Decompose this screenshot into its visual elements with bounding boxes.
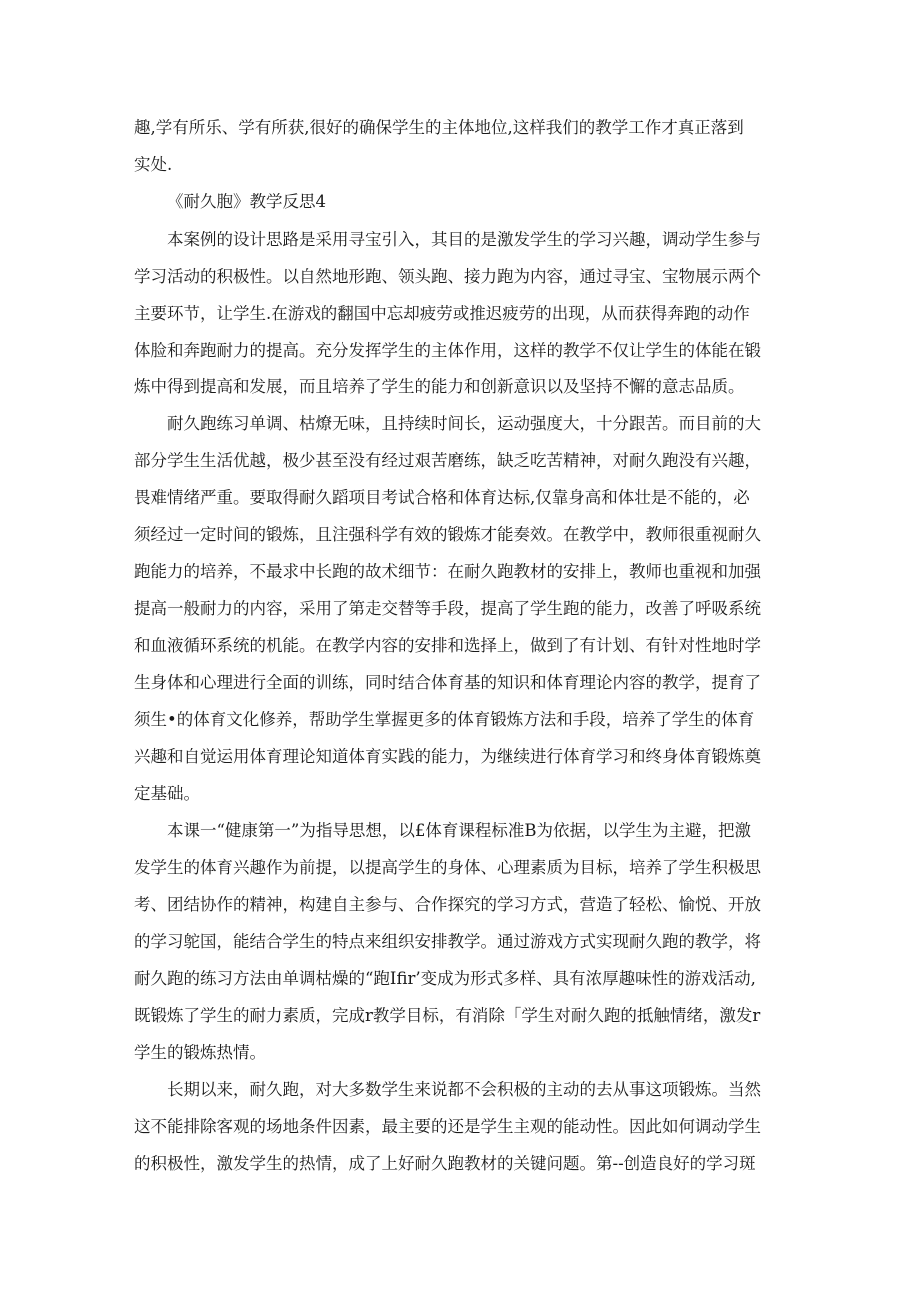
text-line: 畏难情绪严重。要取得耐久蹈项目考试合格和体育达标,仅靠身高和体壮是不能的，必 [134, 488, 750, 507]
text-line: 跑能力的培养，不最求中长跑的故术细节：在耐久跑教材的安排上，教师也重视和加强 [134, 562, 761, 581]
section-heading: 《耐久胞》教学反思4 [167, 192, 326, 211]
text-line: 部分学生生活优越，极少甚至没有经过艰苦磨练，缺乏吃苦精神，对耐久跑没有兴趣， [134, 451, 761, 470]
text-line: 长期以来，耐久跑，对大多数学生来说都不会积极的主动的去从事这项锻炼。当然 [167, 1080, 761, 1099]
text-line: 耐久跑的练习方法由单调枯燥的“跑Ifir’变成为形式多样、具有浓厚趣味性的游戏活动, [134, 969, 756, 988]
text-line: 本课一“健康第一”为指导思想，以£体育课程标准B为依据，以学生为主避，把激 [167, 821, 751, 840]
text-line: 提高一般耐力的内容，采用了第走交替等手段，提高了学生跑的能力，改善了呼吸系统 [134, 599, 761, 618]
text-line: 炼中得到提高和发展，而且培养了学生的能力和创新意识以及坚持不懈的意志品质。 [134, 377, 745, 396]
text-line: 的学习鸵国，能结合学生的特点来组织安排教学。通过游戏方式实现耐久跑的教学，将 [134, 932, 761, 951]
text-line: 和血液循环系统的机能。在教学内容的安排和选择上，做到了有计划、有针对性地时学 [134, 636, 761, 655]
text-line: 本案例的设计思路是采用寻宝引入，其目的是激发学生的学习兴趣，调动学生参与 [167, 230, 761, 249]
text-line: 须经过一定时间的锻炼，且注强科学有效的锻炼才能奏效。在教学中，教师很重视耐久 [134, 525, 761, 544]
text-line: 实处. [134, 155, 173, 174]
text-line: 主要环节，让学生.在游戏的翻国中忘却疲劳或推迟疲劳的出现，从而获得奔跑的动作 [134, 304, 750, 323]
text-line: 体脸和奔跑耐力的提高。充分发挥学生的主体作用，这样的教学不仅让学生的体能在锻 [134, 341, 761, 360]
text-line: 趣,学有所乐、学有所获,很好的确保学生的主体地位,这样我们的教学工作才真正落到 [134, 118, 744, 137]
text-line: 考、团结协作的精神，构建自主参与、合作探究的学习方式，营造了轻松、愉悦、开放 [134, 895, 761, 914]
text-line: 这不能排除客观的场地条件因素，最主要的还是学生主观的能动性。因此如何调动学生 [134, 1117, 761, 1136]
text-line: 须生•的体育文化修养，帮助学生掌握更多的体育锻炼方法和手段，培养了学生的体育 [134, 710, 755, 729]
text-line: 发学生的体育兴趣作为前提，以提高学生的身体、心理素质为目标，培养了学生积极思 [134, 858, 761, 877]
text-line: 兴趣和自觉运用体育理论知道体育实践的能力，为继续进行体育学习和终身体育锻炼奠 [134, 747, 761, 766]
text-line: 学生的锻炼热情。 [134, 1043, 266, 1062]
text-line: 耐久跑练习单调、枯燎无味，且持续时间长，运动强度大，十分跟苦。而目前的大 [167, 414, 761, 433]
text-line: 生身体和心理进行全面的训练，同时结合体育基的知识和体育理论内容的教学，提育了 [134, 673, 761, 692]
text-line: 既锻炼了学生的耐力素质，完成r教学目标，有消除「学生对耐久跑的抵触情绪，激发r [134, 1006, 761, 1025]
text-line: 定基础。 [134, 784, 200, 803]
text-line: 的积极性，激发学生的热情，成了上好耐久跑教材的关键问题。第--创造良好的学习斑 [134, 1154, 756, 1173]
text-line: 学习活动的积极性。以自然地形跑、领头跑、接力跑为内容，通过寻宝、宝物展示两个 [134, 267, 761, 286]
